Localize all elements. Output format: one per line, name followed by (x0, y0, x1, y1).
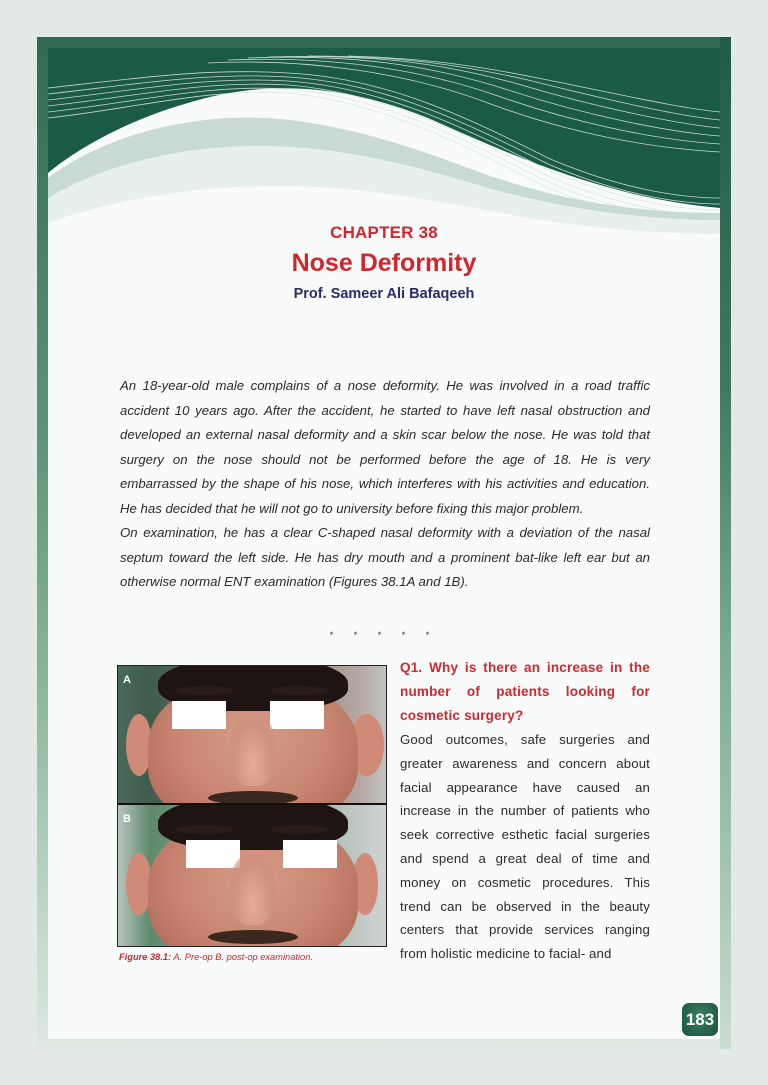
figure-38-1 (117, 665, 387, 947)
frame-right-border (720, 37, 731, 1049)
case-paragraph: On examination, he has a clear C-shaped nasal deformity with a deviation of the nasal septum toward the left side. He has dry mouth and a prominent bat-like left ear but an otherwise normal ENT examination (Figures 38.1A and 1B). (120, 525, 650, 589)
case-description (120, 374, 650, 595)
figure-caption-text: A. Pre-op B. post-op examination. (171, 952, 313, 962)
photo-pre-op (118, 666, 386, 803)
question-block (400, 656, 650, 966)
page-number-badge: 183 (682, 1003, 718, 1036)
panel-b-label: B (123, 813, 131, 825)
question-title: Q1. Why is there an increase in the number of patients looking for cosmetic surgery? (400, 660, 650, 723)
chapter-author: Prof. Sameer Ali Bafaqeeh (293, 286, 475, 302)
page-frame (37, 37, 731, 1049)
figure-caption-label: Figure 38.1: (119, 952, 172, 962)
chapter-title: Nose Deformity (291, 249, 477, 277)
case-paragraph: An 18-year-old male complains of a nose deformity. He was involved in a road traffic accident 10 years ago. After the accident, he started to have left nasal obstruction and developed an external nasal deformity and a skin scar below the nose. He was told that surgery on the nose should not be performed before the age of 18. He is very embarrassed by the shape of his nose, which interferes with his activities and education. He has decided that he will not go to university before fixing this major problem. (120, 378, 650, 516)
page-content (48, 48, 720, 1039)
panel-a-label: A (123, 674, 131, 686)
chapter-heading (48, 223, 720, 302)
photo-post-op (118, 805, 386, 946)
section-separator: * * * * * (329, 630, 439, 640)
header-wave-decoration (48, 48, 720, 238)
figure-caption (119, 952, 313, 962)
chapter-label: CHAPTER 38 (330, 223, 438, 242)
question-answer: Good outcomes, safe surgeries and greater awareness and concern about facial appearance have caused an increase in the number of patients who seek corrective esthetic facial surgeries and spend a great deal of time and money on cosmetic procedures. This trend can be observed in the beauty centers that provide services ranging from holistic medicine to facial- and (400, 732, 650, 962)
